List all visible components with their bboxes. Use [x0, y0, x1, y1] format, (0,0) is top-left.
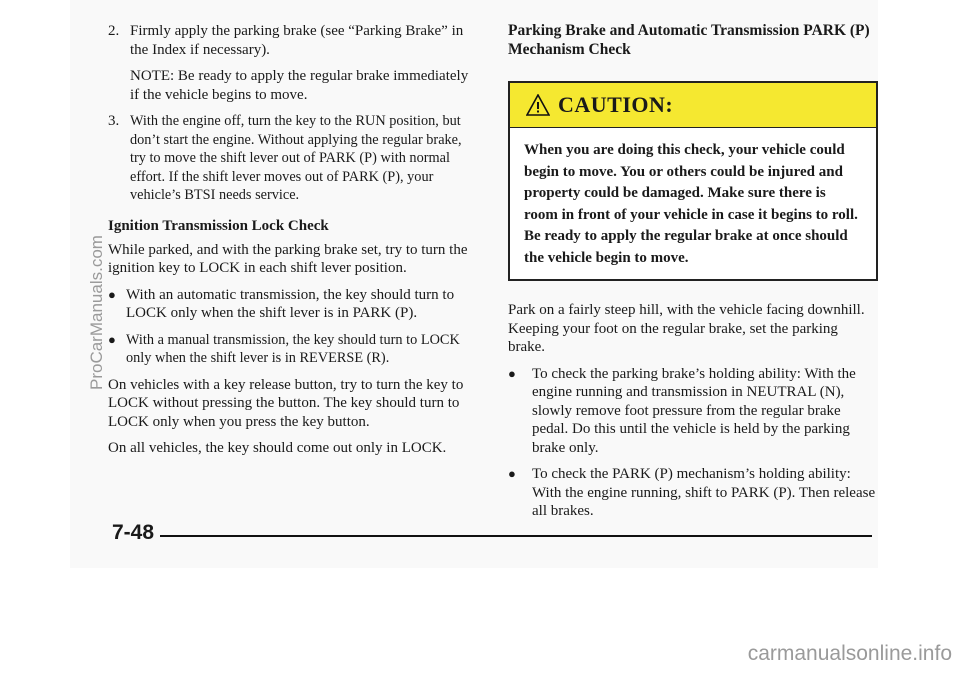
- step-2-text: Firmly apply the parking brake (see “Parking Brake” in the Index if necessary).: [130, 23, 464, 58]
- hill-intro: Park on a fairly steep hill, with the vehicle facing downhill. Keeping your foot on the regular brake, set the parking brake.: [508, 302, 865, 355]
- step-2: [108, 22, 480, 59]
- caution-header: [510, 83, 876, 128]
- bullet-dot-icon: ●: [108, 286, 116, 302]
- bullet-text: To check the parking brake’s holding ability: With the engine running and transmission in NEUTRAL (N), slowly remove foot pressure from the regular brake pedal. Do this until the vehicle is held by the parking brake only.: [532, 365, 856, 456]
- page-number: 7-48: [112, 521, 155, 544]
- footer-rule: [160, 535, 872, 537]
- step-3-number: 3.: [108, 113, 120, 129]
- side-watermark: ProCarManuals.com: [87, 235, 106, 390]
- caution-box: [508, 81, 878, 281]
- warning-triangle-icon: [526, 94, 550, 116]
- bottom-watermark: carmanualsonline.info: [747, 642, 952, 665]
- section-heading: Parking Brake and Automatic Transmission PARK (P) Mechanism Check: [508, 22, 870, 58]
- ignition-heading: Ignition Transmission Lock Check: [108, 217, 329, 234]
- bullet-text: With an automatic transmission, the key should turn to LOCK only when the shift lever is in PARK (P).: [126, 286, 455, 321]
- list-item: [508, 465, 876, 521]
- bullet-dot-icon: ●: [508, 365, 516, 381]
- caution-title: CAUTION:: [558, 91, 674, 117]
- right-column: [508, 22, 876, 529]
- all-vehicles-paragraph: On all vehicles, the key should come out only in LOCK.: [108, 440, 447, 456]
- left-column: [108, 22, 480, 466]
- step-2-number: 2.: [108, 23, 120, 39]
- list-item: [108, 286, 480, 323]
- step-3-text: With the engine off, turn the key to the RUN position, but don’t start the engine. Without applying the regular brake, try to move the shift lever out of PARK (P) with normal effort. If the shift lever moves out of PARK (P), your vehicle’s BTSI needs service.: [130, 113, 462, 203]
- bullet-text: With a manual transmission, the key should turn to LOCK only when the shift lever is in REVERSE (R).: [126, 331, 460, 366]
- bullet-dot-icon: ●: [508, 466, 516, 481]
- caution-text: When you are doing this check, your vehicle could begin to move. You or others could be injured and property could be damaged. Make sure there is room in front of your vehicle in case it begins to roll. Be ready to apply the regular brake at once should the vehicle begin to move.: [524, 142, 858, 266]
- ignition-intro: While parked, and with the parking brake set, try to turn the ignition key to LOCK in each shift lever position.: [108, 241, 468, 276]
- step-2-note: NOTE: Be ready to apply the regular brake immediately if the vehicle begins to move.: [130, 68, 469, 103]
- bullet-text: To check the PARK (P) mechanism’s holding ability: With the engine running, shift to PARK (P). Then release all brakes.: [532, 466, 876, 519]
- key-release-paragraph: On vehicles with a key release button, try to turn the key to LOCK without pressing the button. The key should turn to LOCK only when you press the key button.: [108, 376, 464, 430]
- bullet-dot-icon: ●: [108, 331, 116, 347]
- step-3: [108, 112, 480, 205]
- list-item: [508, 365, 876, 458]
- list-item: [108, 331, 480, 368]
